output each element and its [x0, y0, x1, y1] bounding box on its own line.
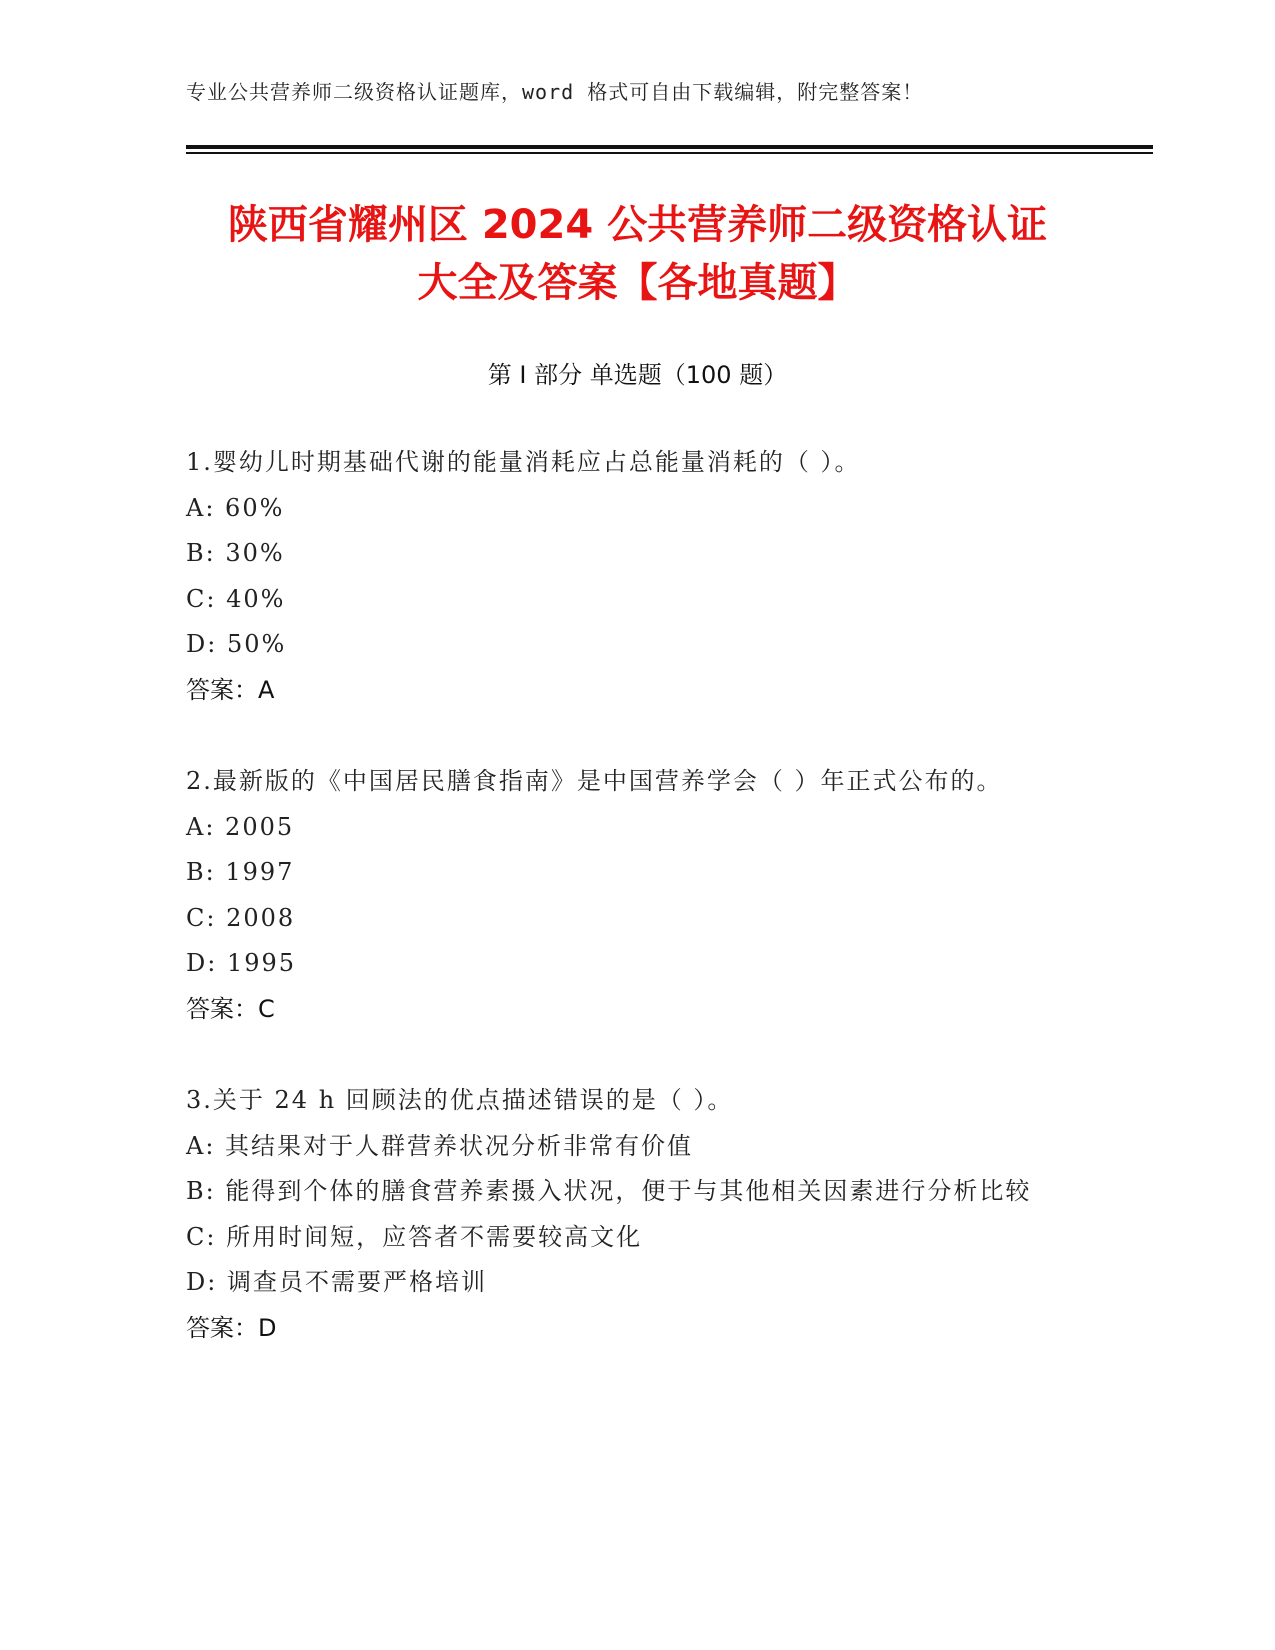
option-a: A: 60%: [186, 493, 285, 522]
question-list: [186, 440, 1086, 1397]
question-stem: 2.最新版的《中国居民膳食指南》是中国营养学会（ ）年正式公布的。: [186, 767, 1003, 795]
header-rule-thin: [186, 152, 1153, 154]
question-stem: 3.关于 24 h 回顾法的优点描述错误的是（ ）。: [186, 1086, 734, 1114]
section-heading: 第 I 部分 单选题（100 题）: [487, 361, 788, 389]
option-b: B: 能得到个体的膳食营养素摄入状况，便于与其他相关因素进行分析比较: [186, 1177, 1032, 1205]
option-a: A: 2005: [186, 812, 295, 841]
title-line-2: 大全及答案【各地真题】: [417, 260, 858, 306]
answer-line: 答案：C: [186, 994, 275, 1023]
header-note: 专业公共营养师二级资格认证题库，word 格式可自由下载编辑，附完整答案！: [186, 80, 924, 104]
option-d: D: 50%: [186, 630, 287, 658]
document-title: [150, 196, 1125, 312]
answer-line: 答案：D: [186, 1313, 277, 1342]
option-c: C: 40%: [186, 584, 286, 613]
option-b: B: 30%: [186, 539, 285, 567]
question-2: [186, 759, 1086, 1032]
option-c: C: 所用时间短，应答者不需要较高文化: [186, 1222, 643, 1251]
option-d: D: 1995: [186, 949, 297, 977]
title-line-1: 陕西省耀州区 2024 公共营养师二级资格认证: [227, 202, 1048, 248]
option-a: A: 其结果对于人群营养状况分析非常有价值: [186, 1131, 694, 1160]
header-rule-thick: [186, 145, 1153, 149]
answer-line: 答案：A: [186, 675, 275, 704]
question-3: [186, 1078, 1086, 1351]
option-c: C: 2008: [186, 903, 296, 932]
option-d: D: 调查员不需要严格培训: [186, 1268, 487, 1296]
question-1: [186, 440, 1086, 713]
option-b: B: 1997: [186, 858, 295, 886]
question-stem: 1.婴幼儿时期基础代谢的能量消耗应占总能量消耗的（ ）。: [186, 448, 861, 476]
